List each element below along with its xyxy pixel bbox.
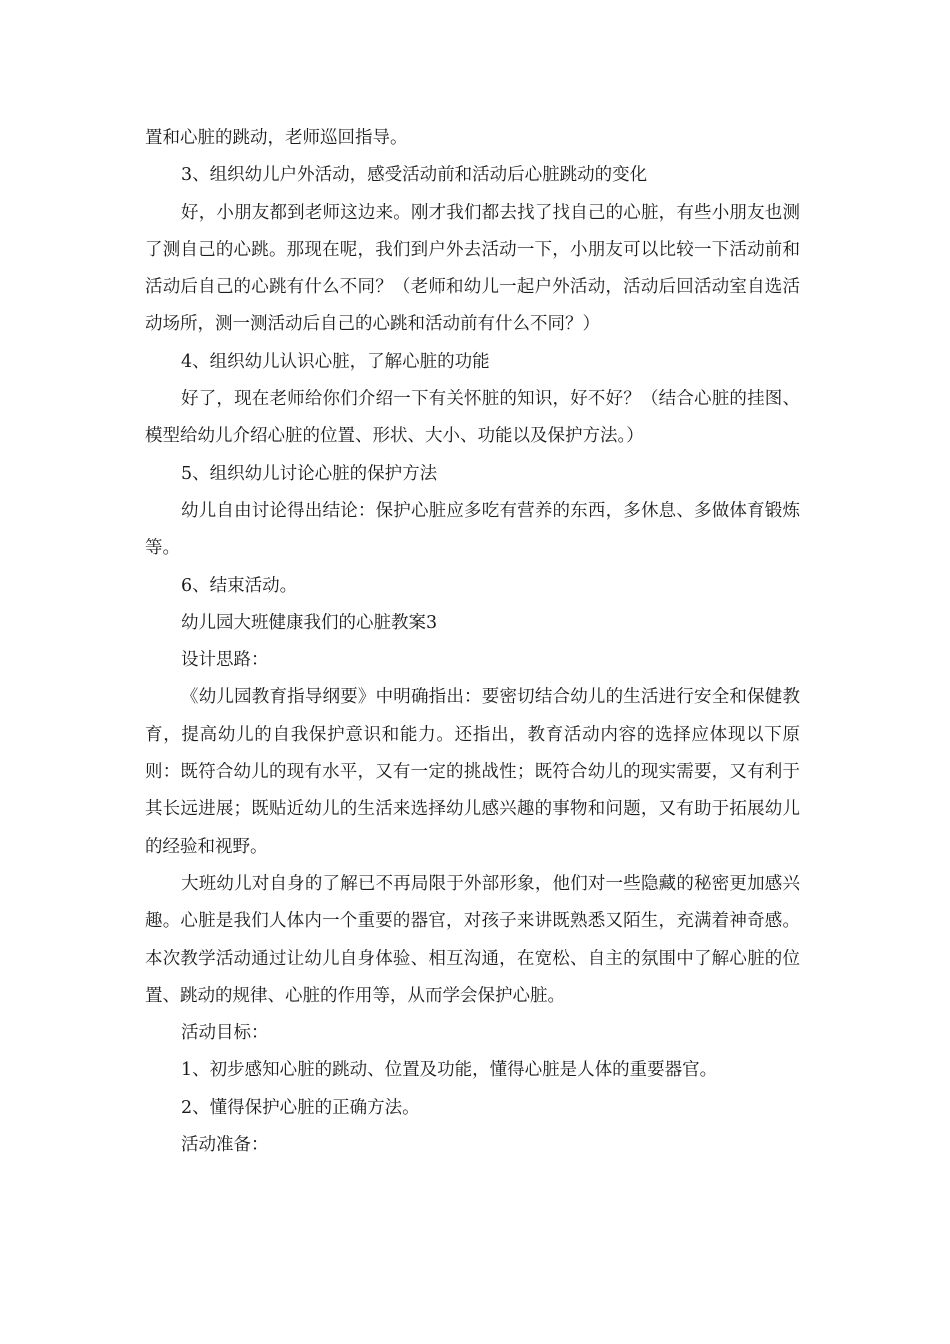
document-body <box>145 120 800 1164</box>
step-heading-4: 4、组织幼儿认识心脏，了解心脏的功能 <box>181 351 490 372</box>
paragraph-guideline: 《幼儿园教育指导纲要》中明确指出：要密切结合幼儿的生活进行安全和保健教育，提高幼儿的自我保护意识和能力。还指出，教育活动内容的选择应体现以下原则：既符合幼儿的现有水平，又有一定的挑战性；既符合幼儿的现实需要，又有利于其长远进展；既贴近幼儿的生活来选择幼儿感兴趣的事物和问题，又有助于拓展幼儿的经验和视野。 <box>145 687 800 857</box>
paragraph-discussion: 幼儿自由讨论得出结论：保护心脏应多吃有营养的东西，多休息、多做体育锻炼等。 <box>145 500 800 559</box>
paragraph-outdoor-activity: 好，小朋友都到老师这边来。刚才我们都去找了找自己的心脏，有些小朋友也测了测自己的心跳。那现在呢，我们到户外去活动一下，小朋友可以比较一下活动前和活动后自己的心跳有什么不同？（老师和幼儿一起户外活动，活动后回活动室自选活动场所，测一测活动后自己的心跳和活动前有什么不同？） <box>145 202 800 335</box>
paragraph-heart-knowledge: 好了，现在老师给你们介绍一下有关怀脏的知识，好不好？（结合心脏的挂图、模型给幼儿介绍心脏的位置、形状、大小、功能以及保护方法。） <box>145 389 800 447</box>
paragraph-children-interest: 大班幼儿对自身的了解已不再局限于外部形象，他们对一些隐藏的秘密更加感兴趣。心脏是我们人体内一个重要的器官，对孩子来讲既熟悉又陌生，充满着神奇感。本次教学活动通过让幼儿自身体验、相互沟通，在宽松、自主的氛围中了解心脏的位置、跳动的规律、心脏的作用等，从而学会保护心脏。 <box>145 873 800 1006</box>
goal-item-2: 2、懂得保护心脏的正确方法。 <box>181 1097 420 1118</box>
lesson-plan-title: 幼儿园大班健康我们的心脏教案3 <box>181 612 438 633</box>
section-heading-preparation: 活动准备： <box>181 1135 269 1156</box>
section-heading-design: 设计思路： <box>181 650 269 671</box>
paragraph-continuation: 置和心脏的跳动，老师巡回指导。 <box>145 128 408 148</box>
step-heading-3: 3、组织幼儿户外活动，感受活动前和活动后心脏跳动的变化 <box>181 165 648 186</box>
section-heading-goals: 活动目标： <box>181 1023 269 1044</box>
step-heading-6: 6、结束活动。 <box>181 575 298 596</box>
step-heading-5: 5、组织幼儿讨论心脏的保护方法 <box>181 463 438 484</box>
goal-item-1: 1、初步感知心脏的跳动、位置及功能，懂得心脏是人体的重要器官。 <box>181 1060 718 1081</box>
